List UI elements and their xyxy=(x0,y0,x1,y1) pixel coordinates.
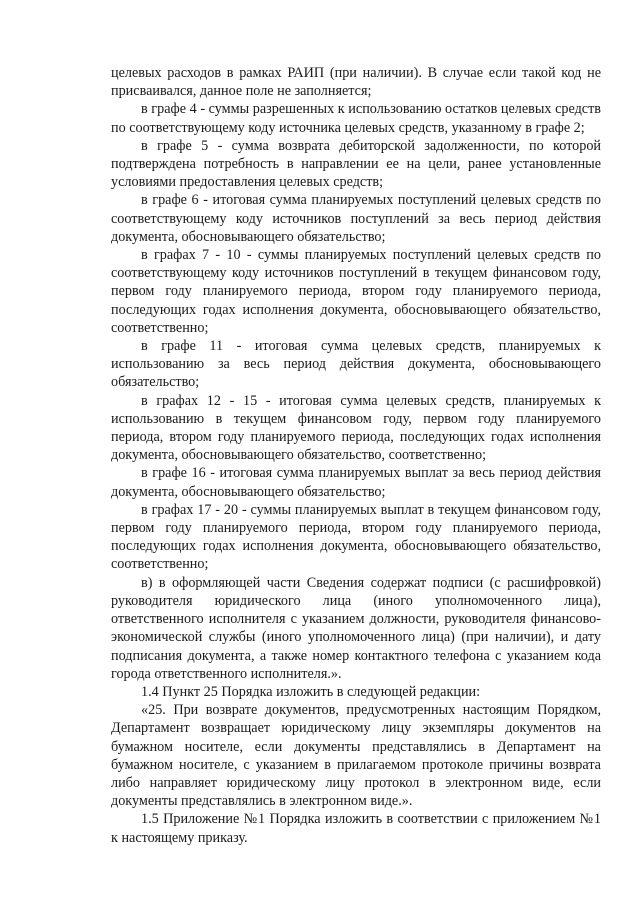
paragraph-item-1-4: 1.4 Пункт 25 Порядка изложить в следующей редакции: xyxy=(141,683,481,700)
paragraph-signatures: в) в оформляющей части Сведения содержат подписи (с расшифровкой) руководителя юридического лица (иного уполномоченного лица), ответственного исполнителя с указанием должности, руководителя финансово-экономической службы (иного уполномоченного лица) (при наличии), и дату подписания документа, а также номер контактного телефона с указанием кода города ответственного исполнителя.». xyxy=(111,574,601,682)
paragraph-column-6: в графе 6 - итоговая сумма планируемых поступлений целевых средств по соответствующему коду источников поступлений за весь период действия документа, обосновывающего обязательство; xyxy=(111,192,601,245)
paragraph-column-16: в графе 16 - итоговая сумма планируемых выплат за весь период действия документа, обосновывающего обязательство; xyxy=(111,465,601,500)
paragraph-item-1-5: 1.5 Приложение №1 Порядка изложить в соответствии с приложением №1 к настоящему приказу. xyxy=(111,811,601,846)
paragraph-columns-17-20: в графах 17 - 20 - суммы планируемых выплат в текущем финансовом году, первом году планируемого периода, втором году планируемого периода, последующих годах исполнения документа, обосновывающего обязательство, соответственно; xyxy=(111,501,601,573)
paragraph-continuation: целевых расходов в рамках РАИП (при наличии). В случае если такой код не присваивался, данное поле не заполняется; xyxy=(111,65,601,100)
paragraph-columns-12-15: в графах 12 - 15 - итоговая сумма целевых средств, планируемых к использованию в текущем финансовом году, первом году планируемого периода, втором году планируемого периода, последующих годах исполнения документа, обосновывающего обязательство, соответственно; xyxy=(111,392,601,464)
document-body xyxy=(111,64,601,847)
paragraph-columns-7-10: в графах 7 - 10 - суммы планируемых поступлений целевых средств по соответствующему коду источников поступлений в текущем финансовом году, первом году планируемого периода, втором году планируемого периода, последующих годах исполнения документа, обосновывающего обязательство, соответственно; xyxy=(111,247,601,336)
paragraph-item-25-text: «25. При возврате документов, предусмотренных настоящим Порядком, Департамент возвращает юридическому лицу экземпляры документов на бумажном носителе, если документы представлялись в Департамент на бумажном носителе, с указанием в прилагаемом протоколе причины возврата либо направляет юридическому лицу протокол в электронном виде, если документы представлялись в электронном виде.». xyxy=(111,702,601,810)
paragraph-column-5: в графе 5 - сумма возврата дебиторской задолженности, по которой подтверждена потребность в направлении ее на цели, ранее установленные условиями предоставления целевых средств; xyxy=(111,137,601,191)
paragraph-column-11: в графе 11 - итоговая сумма целевых средств, планируемых к использованию за весь период действия документа, обосновывающего обязательство; xyxy=(111,338,601,391)
paragraph-column-4: в графе 4 - суммы разрешенных к использованию остатков целевых средств по соответствующему коду источника целевых средств, указанному в графе 2; xyxy=(111,101,601,136)
